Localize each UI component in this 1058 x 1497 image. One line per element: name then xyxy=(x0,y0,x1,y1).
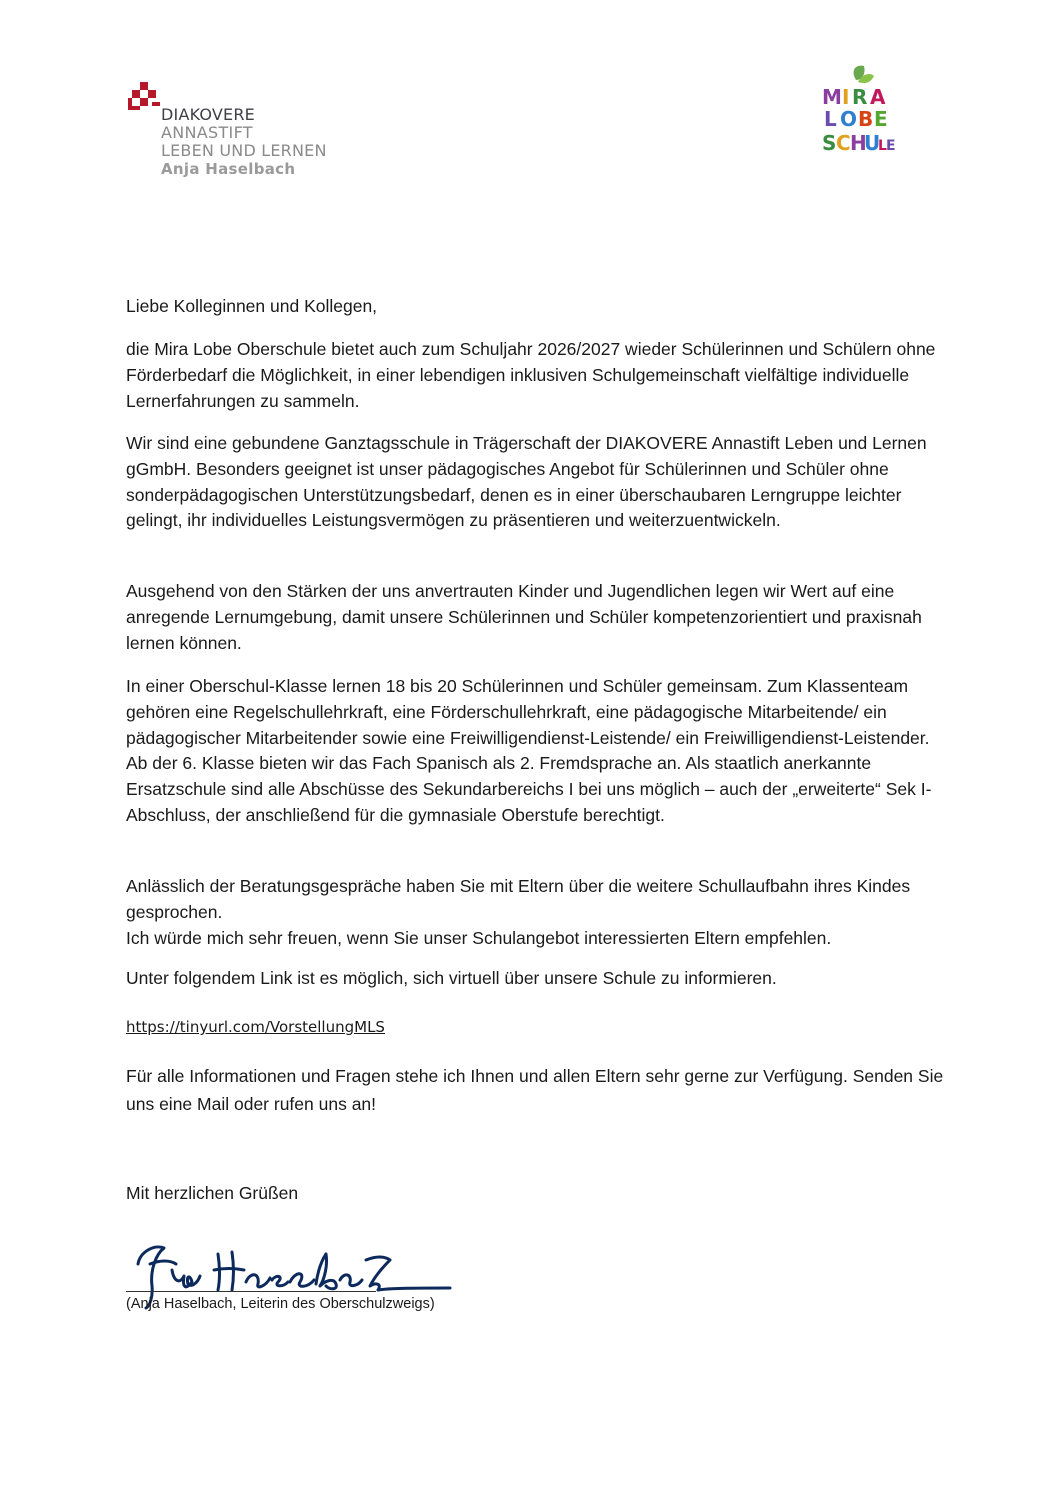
logo-line-annastift: ANNASTIFT xyxy=(161,123,253,142)
paragraph-learning-environment: Ausgehend von den Stärken der uns anvertrauten Kinder und Jugendlichen legen wir Wert auf eine anregende Lernumgebung, damit unsere Schülerinnen und Schüler kompetenzorientiert und praxisnah lernen können. xyxy=(126,581,922,653)
virtual-tour-link[interactable]: https://tinyurl.com/VorstellungMLS xyxy=(126,1018,385,1036)
paragraph-class-structure: In einer Oberschul-Klasse lernen 18 bis 20 Schülerinnen und Schüler gemeinsam. Zum Klassenteam gehören eine Regelschullehrkraft, eine Förderschullehrkraft, eine pädagogische Mitarbeitende/ ein pädagogischer Mitarbeitender sowie eine Freiwilligendienst-Leistende/ ein Freiwilligendienst-Leistender. Ab der 6. Klasse bieten wir das Fach Spanisch als 2. Fremdsprache an. Als staatlich anerkannte Ersatzschule sind alle Abschüsse des Sekundarbereichs I bei uns möglich – auch der „erweiterte“ Sek I-Abschluss, der anschließend für die gymnasiale Oberstufe berechtigt. xyxy=(126,676,932,825)
paragraph-contact: Für alle Informationen und Fragen stehe ich Ihnen und allen Eltern sehr gerne zur Verfügung. Senden Sie uns eine Mail oder rufen uns an! xyxy=(126,1066,944,1114)
logo-letter-r: R xyxy=(852,85,868,109)
logo-letter-h: H xyxy=(850,131,867,155)
paragraph-consultation-line1: Anlässlich der Beratungsgespräche haben Sie mit Eltern über die weitere Schullaufbahn ihres Kindes gesprochen. xyxy=(126,876,911,922)
paragraph-school-description: Wir sind eine gebundene Ganztagsschule in Trägerschaft der DIAKOVERE Annastift Leben und Lernen gGmbH. Besonders geeignet ist unser pädagogisches Angebot für Schülerinnen und Schüler ohne sonderpädagogischen Unterstützungsbedarf, denen es in einer überschaubaren Lerngruppe leichter gelingt, ihr individuelles Leistungsvermögen zu präsentieren und weiterzuentwickeln. xyxy=(126,433,927,531)
logo-letter-c: C xyxy=(836,131,851,155)
logo-letter-a: A xyxy=(870,85,886,109)
logo-letter-u: U xyxy=(864,131,881,155)
logo-letter-o: O xyxy=(840,107,858,131)
salutation: Liebe Kolleginnen und Kollegen, xyxy=(126,296,378,316)
logo-line-diakovere: DIAKOVERE xyxy=(161,105,255,124)
mira-lobe-schule-logo xyxy=(820,62,896,158)
logo-letter-l: L xyxy=(824,107,837,131)
logo-letter-e: E xyxy=(874,107,888,131)
logo-letter-e2: E xyxy=(886,138,896,154)
logo-letter-m: M xyxy=(822,85,842,109)
logo-line-author: Anja Haselbach xyxy=(161,160,296,178)
paragraph-consultation-line2: Ich würde mich sehr freuen, wenn Sie unser Schulangebot interessierten Eltern empfehlen. xyxy=(126,927,832,948)
logo-letter-s: S xyxy=(822,131,837,155)
logo-letter-l2: L xyxy=(878,138,887,154)
signature-line xyxy=(126,1291,376,1292)
diakovere-cross-icon xyxy=(128,82,162,112)
closing-greeting: Mit herzlichen Grüßen xyxy=(126,1183,299,1203)
paragraph-intro: die Mira Lobe Oberschule bietet auch zum Schuljahr 2026/2027 wieder Schülerinnen und Schülern ohne Förderbedarf die Möglichkeit, in einer lebendigen inklusiven Schulgemeinschaft vielfältige individuelle Lernerfahrungen zu sammeln. xyxy=(126,339,936,411)
logo-line-leben-und-lernen: LEBEN UND LERNEN xyxy=(161,141,327,160)
paragraph-link-intro: Unter folgendem Link ist es möglich, sich virtuell über unsere Schule zu informieren. xyxy=(126,968,777,988)
paragraph-consultation xyxy=(126,874,946,951)
signature-caption: (Anja Haselbach, Leiterin des Oberschulzweigs) xyxy=(126,1296,435,1312)
logo-letter-b: B xyxy=(858,107,874,131)
diakovere-logo xyxy=(128,80,388,190)
logo-letter-i: I xyxy=(842,85,850,109)
leaf-icon xyxy=(854,66,874,83)
